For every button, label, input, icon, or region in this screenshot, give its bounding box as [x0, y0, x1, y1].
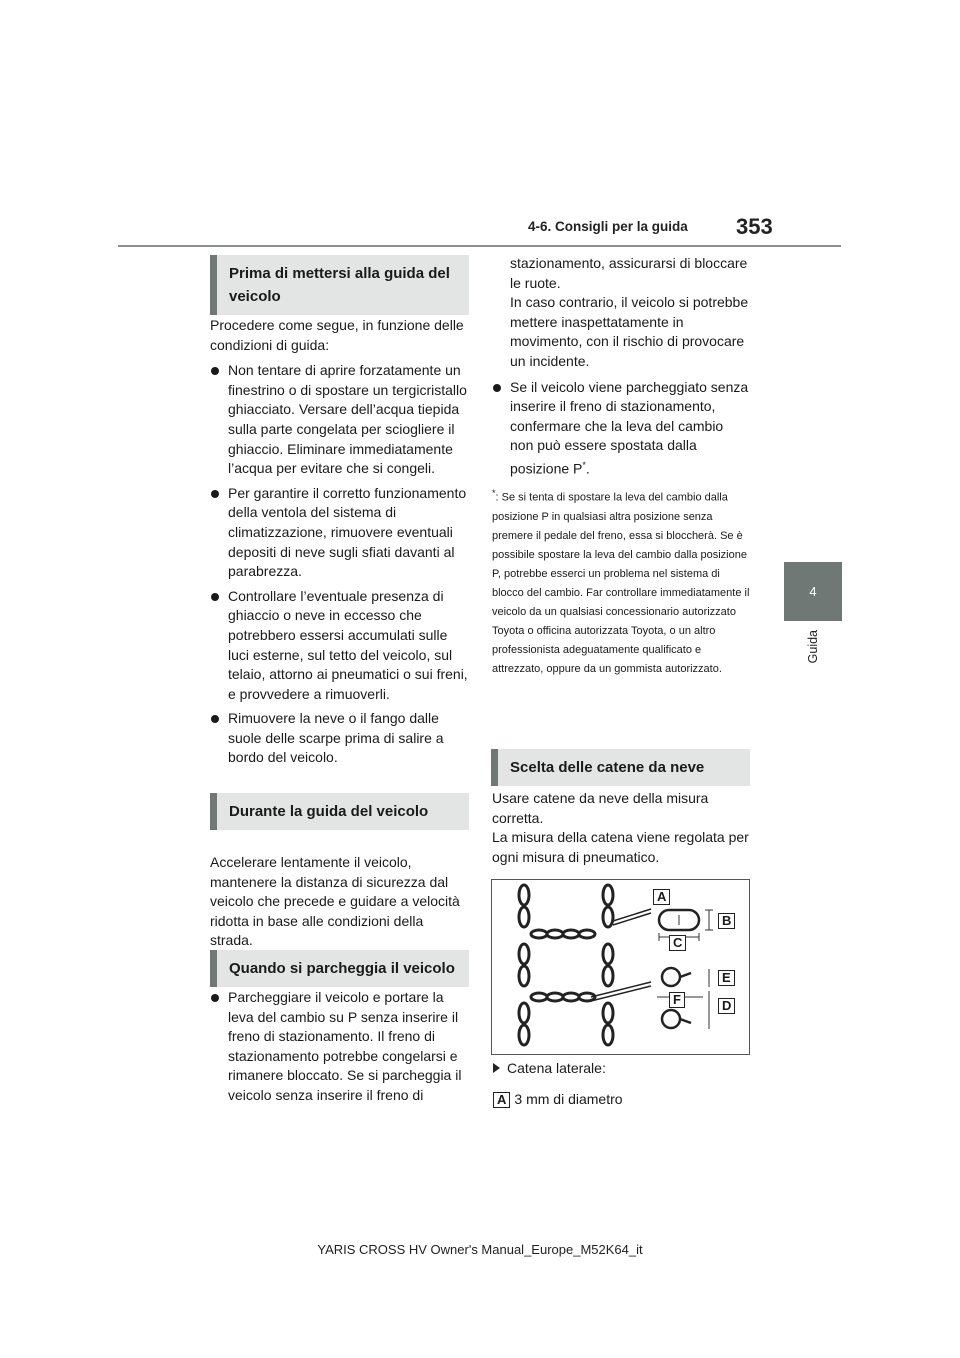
parking-continuation: stazionamento, assicurarsi di bloccare le ruote. — [510, 255, 748, 291]
list-item: Rimuovere la neve o il fango dalle suole delle scarpe prima di salire a bordo del veicolo. — [210, 709, 470, 768]
chapter-name: Guida — [806, 630, 820, 664]
section-heading-before-driving: Prima di mettersi alla guida del veicolo — [210, 255, 469, 315]
parking-body — [210, 988, 468, 1111]
before-driving-intro: Procedere come segue, in funzione delle condizioni di guida: — [210, 317, 464, 353]
header-rule — [118, 245, 841, 247]
parking-warning: In caso contrario, il veicolo si potrebbe mettere inaspettatamente in movimento, con il rischio di provocare un incidente. — [510, 294, 749, 369]
diagram-label-d: D — [718, 998, 735, 1014]
diagram-label-b: B — [718, 913, 735, 929]
list-item: Parcheggiare il veicolo e portare la leva del cambio su P senza inserire il freno di stazionamento. Il freno di stazionamento potrebbe congelarsi e rimanere bloccato. Se si parcheggia il veicolo senza inserire il freno di — [210, 988, 468, 1106]
bullet-icon — [211, 593, 219, 601]
chapter-tab[interactable]: 4 — [784, 562, 842, 621]
parking-continued — [492, 254, 750, 679]
diagram-label-e: E — [718, 970, 735, 986]
footer-manual-id: YARIS CROSS HV Owner's Manual_Europe_M52K64_it — [317, 1242, 643, 1257]
side-chain-item: Catena laterale: — [493, 1059, 606, 1079]
before-driving-body — [210, 316, 470, 773]
footnote: *: Se si tenta di spostare la leva del cambio dalla posizione P in qualsiasi altra posizione senza premere il pedale del freno, essa si bloccherà. Se è possibile spostare la leva del cambio dalla posizione P, potrebbe esserci un problema nel sistema di blocco del cambio. Far controllare immediatamente il veicolo da un qualsiasi concessionario autorizzato Toyota o officina autorizzata Toyota, o un altro professionista adeguatamente qualificato e attrezzato, oppure da un gommista autorizzato. — [492, 488, 750, 675]
list-item: Non tentare di aprire forzatamente un finestrino o di spostare un tergicristallo ghiacciato. Versare dell’acqua tiepida sulla parte congelata per sciogliere il ghiaccio. Eliminare immediatamente l’acqua per evitare che si congeli. — [210, 361, 470, 479]
snow-chains-text-2: La misura della catena viene regolata per ogni misura di pneumatico. — [492, 829, 749, 865]
snow-chains-text-1: Usare catene da neve della misura corretta. — [492, 790, 709, 826]
list-item: Se il veicolo viene parcheggiato senza inserire il freno di stazionamento, confermare che la leva del cambio non può essere spostata dalla posizione P*. — [492, 378, 750, 480]
snow-chains-body — [492, 789, 750, 867]
bullet-icon — [493, 384, 501, 392]
triangle-right-icon — [493, 1063, 500, 1073]
diagram-label-a: A — [653, 889, 670, 905]
spec-label: A — [493, 1092, 510, 1108]
list-item: Per garantire il corretto funzionamento della ventola del sistema di climatizzazione, rimuovere eventuali depositi di neve sugli sfiati davanti al parabrezza. — [210, 484, 470, 582]
side-chain-spec: A 3 mm di diametro — [493, 1090, 623, 1110]
page-number: 353 — [736, 214, 773, 239]
bullet-icon — [211, 490, 219, 498]
section-header: 4-6. Consigli per la guida — [528, 219, 688, 234]
section-heading-parking: Quando si parcheggia il veicolo — [210, 950, 469, 987]
bullet-icon — [211, 715, 219, 723]
snow-chain-diagram — [491, 879, 750, 1055]
section-heading-while-driving: Durante la guida del veicolo — [210, 793, 469, 830]
list-item: Controllare l’eventuale presenza di ghiaccio o neve in eccesso che potrebbero essersi accumulati sulle luci esterne, sul tetto del veicolo, sul telaio, attorno ai pneumatici o sui freni, e provvedere a rimuoverli. — [210, 587, 470, 705]
bullet-icon — [211, 367, 219, 375]
section-heading-snow-chains: Scelta delle catene da neve — [491, 749, 750, 786]
bullet-icon — [211, 994, 219, 1002]
diagram-label-c: C — [669, 935, 686, 951]
diagram-label-f: F — [669, 992, 685, 1008]
while-driving-text: Accelerare lentamente il veicolo, mantenere la distanza di sicurezza dal veicolo che precede e guidare a velocità ridotta in base alle condizioni della strada. — [210, 854, 460, 949]
